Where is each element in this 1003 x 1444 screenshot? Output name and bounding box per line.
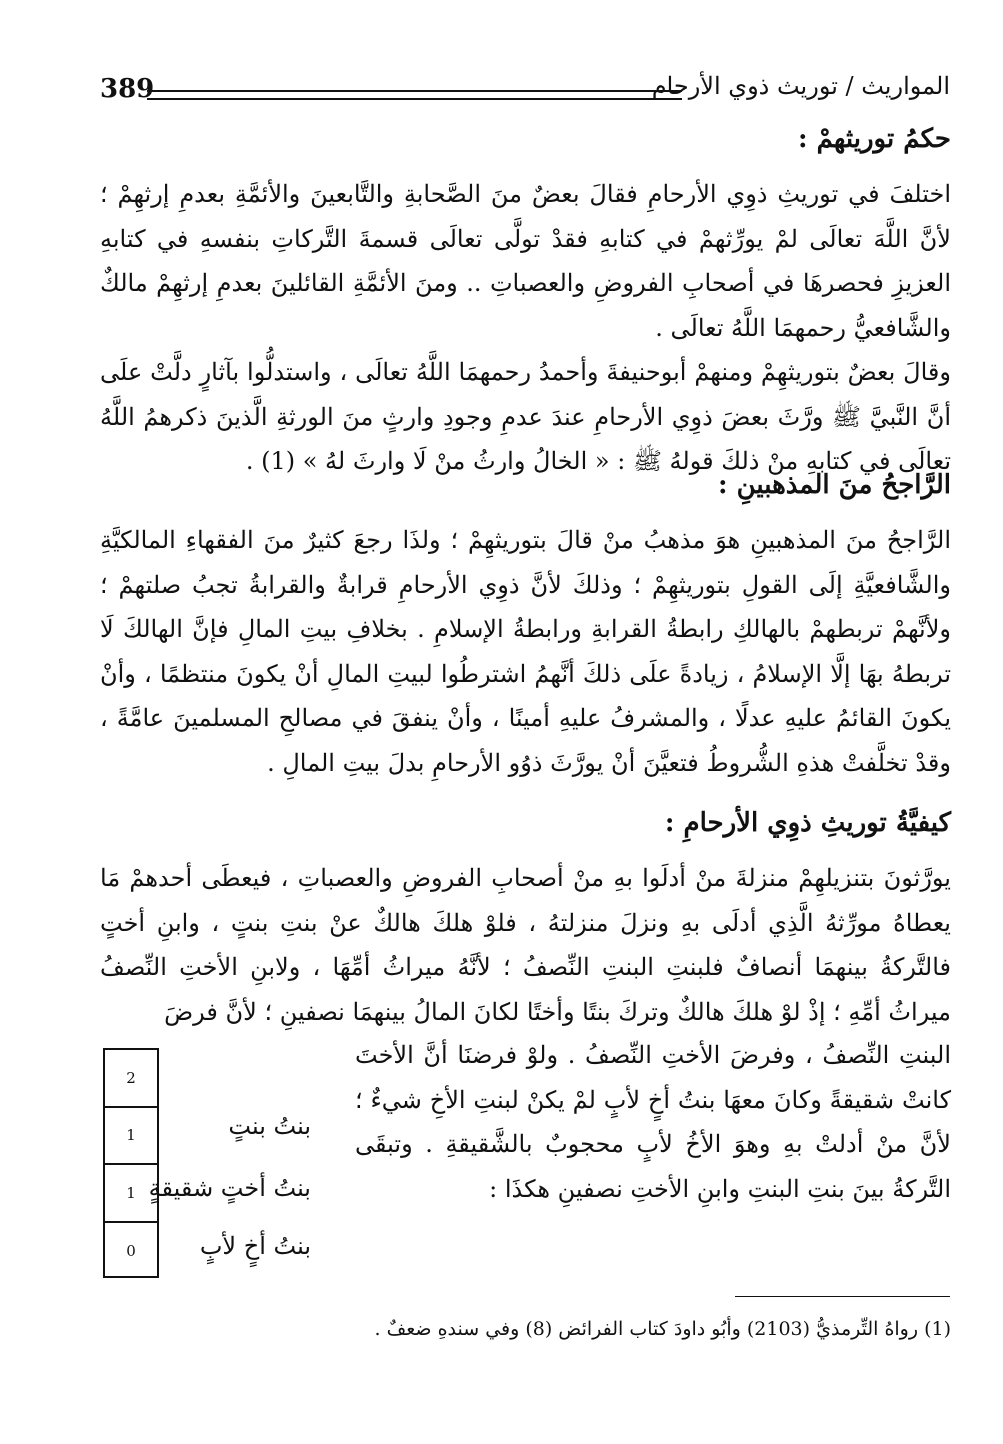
section-heading-ruling: حكمُ توريثهمْ : xyxy=(797,124,951,154)
table-cell: 1 xyxy=(105,1108,157,1166)
section-body-method-side xyxy=(355,1033,951,1211)
section-body-ruling xyxy=(100,172,951,484)
paragraph: البنتِ النِّصفُ ، وفرضَ الأختِ النِّصفُ . ولوْ فرضنَا أنَّ الأختَ كانتْ شقيقةً وكانَ معهَا بنتُ أخٍ لأبٍ لمْ يكنْ لبنتِ الأخِ شيءٌ ؛ لأنَّ منْ أدلتْ بهِ وهوَ الأخُ لأبٍ محجوبٌ بالشَّقيقةِ . وتبقَى التَّركةُ بينَ بنتِ البنتِ وابنِ الأختِ نصفينِ هكذَا : xyxy=(355,1041,951,1203)
running-title: المواريث / توريث ذوي الأرحام xyxy=(651,72,950,100)
section-body-preferred-view xyxy=(100,518,951,785)
footnote: (1) رواهُ التِّرمذيُّ (2103) وأبُو داودَ كتاب الفرائض (8) وفي سندهِ ضعفٌ . xyxy=(374,1318,951,1340)
section-heading-preferred-view: الرَّاجحُ منَ المذهبينِ : xyxy=(717,470,951,500)
heir-label: بنتُ بنتٍ xyxy=(228,1112,311,1140)
section-body-method xyxy=(100,856,951,1034)
paragraph: الرَّاجحُ منَ المذهبينِ هوَ مذهبُ منْ قالَ بتوريثهِمْ ؛ ولذَا رجعَ كثيرٌ منَ الفقهاءِ المالكيَّةِ والشَّافعيَّةِ إلَى القولِ بتوريثهِمْ ؛ وذلكَ لأنَّ ذوِي الأرحامِ قرابةٌ والقرابةُ تجبُ صلتهمْ ؛ ولأنَّهمْ تربطهمْ بالهالكِ رابطةُ القرابةِ ورابطةُ الإسلامِ . بخلافِ بيتِ المالِ فإنَّ الهالكَ لَا تربطهُ بهَا إلَّا الإسلامُ ، زيادةً علَى ذلكَ أنَّهمُ اشترطُوا لبيتِ المالِ أنْ يكونَ منتظمًا ، وأنْ يكونَ القائمُ عليهِ عدلًا ، والمشرفُ عليهِ أمينًا ، وأنْ ينفقَ في مصالحِ المسلمينَ عامَّةً ، وقدْ تخلَّفتْ هذهِ الشُّروطُ فتعيَّنَ أنْ يورَّثَ ذوُو الأرحامِ بدلَ بيتِ المالِ . xyxy=(100,526,951,777)
footnote-rule xyxy=(735,1296,950,1297)
heir-label: بنتُ أختٍ شقيقةٍ xyxy=(148,1174,311,1202)
table-cell: 2 xyxy=(105,1050,157,1108)
inheritance-table xyxy=(103,1048,159,1278)
paragraph: يورَّثونَ بتنزيلهِمْ منزلةَ منْ أدلَوا بهِ منْ أصحابِ الفروضِ والعصباتِ ، فيعطَى أحدهمْ مَا يعطاهُ مورِّثهُ الَّذِي أدلَى بهِ ونزلَ منزلتهُ ، فلوْ هلكَ هالكٌ عنْ بنتِ بنتٍ ، وابنِ أختٍ فالتَّركةُ بينهمَا أنصافٌ فلبنتِ البنتِ النِّصفُ ؛ لأنَّهُ ميراثُ أمِّهَا ، ولابنِ الأختِ النِّصفُ ميراثُ أمِّهِ ؛ إذْ لوْ هلكَ هالكٌ وتركَ بنتًا وأختًا لكانَ المالُ بينهمَا نصفينِ ؛ لأنَّ فرضَ xyxy=(100,864,951,1026)
table-cell: 1 xyxy=(105,1165,157,1223)
paragraph: وقالَ بعضٌ بتوريثهِمْ ومنهمْ أبوحنيفةَ وأحمدُ رحمهمَا اللَّهُ تعالَى ، واستدلُّوا بآثارٍ دلَّتْ علَى أنَّ النَّبيَّ ﷺ ورَّثَ بعضَ ذوِي الأرحامِ عندَ عدمِ وجودِ وارثٍ منَ الورثةِ الَّذينَ ذكرهمُ اللَّهُ تعالَى في كتابهِ منْ ذلكَ قولهُ ﷺ : « الخالُ وارثُ منْ لَا وارثَ لهُ » (1) . xyxy=(100,358,951,475)
page-number: 389 xyxy=(100,74,155,104)
page-header xyxy=(95,70,950,114)
section-heading-method: كيفيَّةُ توريثِ ذوِي الأرحامِ : xyxy=(664,808,951,838)
heir-label: بنتُ أخٍ لأبٍ xyxy=(199,1232,311,1260)
paragraph: اختلفَ في توريثِ ذوِي الأرحامِ فقالَ بعضٌ منَ الصَّحابةِ والتَّابعينَ والأئمَّةِ بعدمِ إرثهِمْ ؛ لأنَّ اللَّهَ تعالَى لمْ يورِّثهمْ في كتابهِ فقدْ تولَّى تعالَى قسمةَ التَّركاتِ بنفسهِ في كتابهِ العزيزِ فحصرهَا في أصحابِ الفروضِ والعصباتِ .. ومنَ الأئمَّةِ القائلينَ بعدمِ إرثهِمْ مالكٌ والشَّافعيُّ رحمهمَا اللَّهُ تعالَى . xyxy=(100,180,951,342)
table-cell: 0 xyxy=(126,1242,136,1261)
header-double-rule xyxy=(147,90,682,100)
